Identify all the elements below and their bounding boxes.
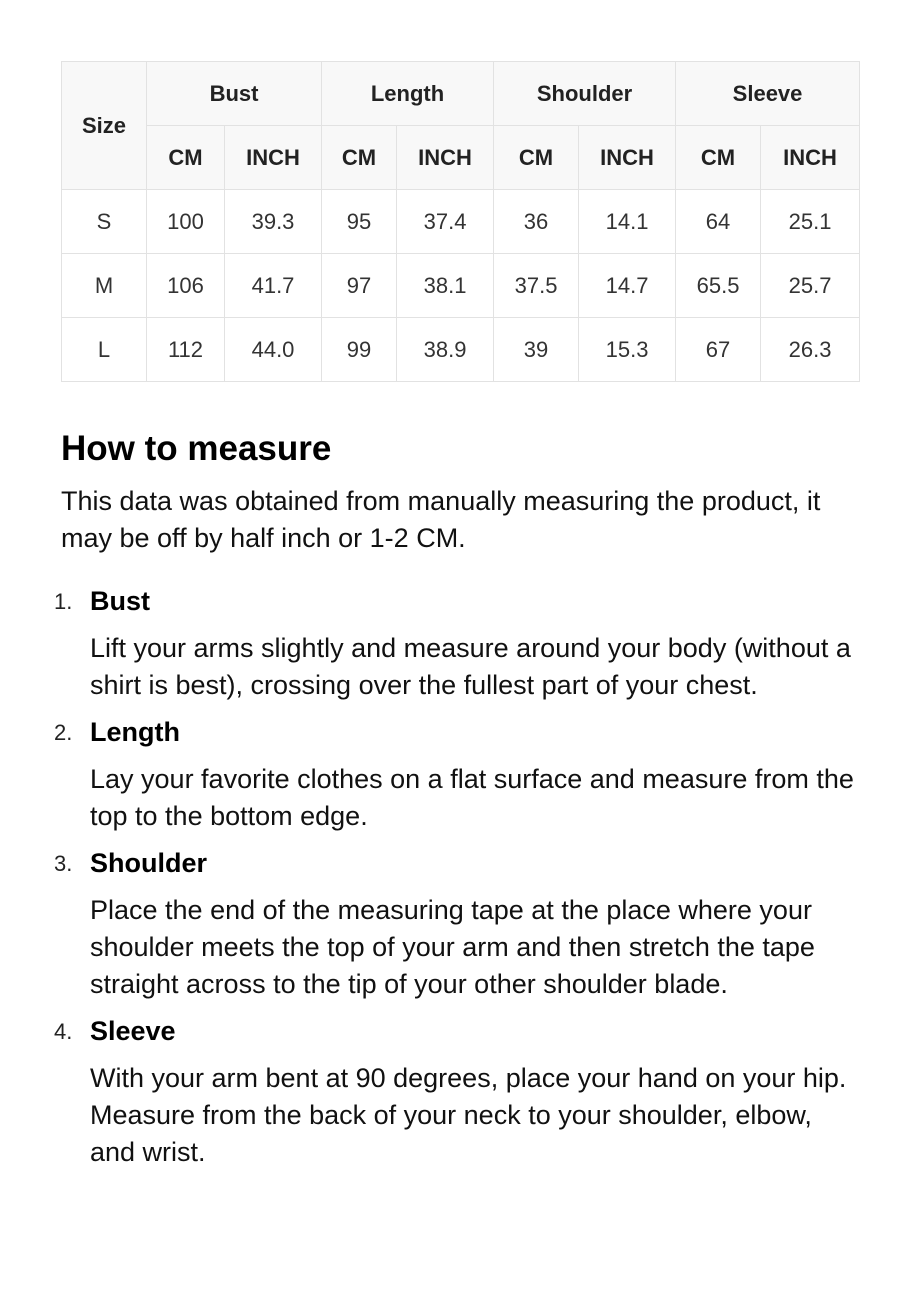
table-cell: 37.4 <box>397 190 494 254</box>
table-cell: 95 <box>322 190 397 254</box>
size-cell: S <box>62 190 147 254</box>
step-desc-length: Lay your favorite clothes on a flat surface and measure from the top to the bottom edge. <box>90 764 854 831</box>
size-header: Size <box>62 62 147 190</box>
step-title-length: Length <box>90 717 180 747</box>
group-header-sleeve: Sleeve <box>676 62 860 126</box>
table-cell: 26.3 <box>761 318 860 382</box>
size-cell: M <box>62 254 147 318</box>
how-to-measure-intro: This data was obtained from manually measuring the product, it may be off by half inch or 1-2 CM. <box>61 486 821 553</box>
table-cell: 38.9 <box>397 318 494 382</box>
size-guide <box>54 61 859 1183</box>
table-row <box>62 190 860 254</box>
unit-header: CM <box>322 126 397 190</box>
size-cell: L <box>62 318 147 382</box>
measure-steps-list <box>54 585 859 1171</box>
list-item <box>54 1015 859 1171</box>
table-cell: 37.5 <box>494 254 579 318</box>
group-header-shoulder: Shoulder <box>494 62 676 126</box>
unit-header: INCH <box>397 126 494 190</box>
unit-header: CM <box>494 126 579 190</box>
step-number: 1. <box>54 589 73 614</box>
table-cell: 44.0 <box>225 318 322 382</box>
table-cell: 38.1 <box>397 254 494 318</box>
step-number: 2. <box>54 720 73 745</box>
table-cell: 15.3 <box>579 318 676 382</box>
table-cell: 14.7 <box>579 254 676 318</box>
unit-header: CM <box>676 126 761 190</box>
group-header-bust: Bust <box>147 62 322 126</box>
size-chart-table <box>61 61 860 382</box>
list-item <box>54 585 859 704</box>
group-header-length: Length <box>322 62 494 126</box>
unit-header: INCH <box>225 126 322 190</box>
unit-header: INCH <box>579 126 676 190</box>
unit-header: CM <box>147 126 225 190</box>
table-cell: 99 <box>322 318 397 382</box>
step-number: 4. <box>54 1019 73 1044</box>
table-cell: 25.1 <box>761 190 860 254</box>
table-cell: 41.7 <box>225 254 322 318</box>
table-cell: 64 <box>676 190 761 254</box>
table-cell: 100 <box>147 190 225 254</box>
table-row <box>62 318 860 382</box>
table-header-row-groups <box>62 62 860 126</box>
step-desc-shoulder: Place the end of the measuring tape at the place where your shoulder meets the top of your arm and then stretch the tape straight across to the tip of your other shoulder blade. <box>90 895 815 999</box>
unit-header: INCH <box>761 126 860 190</box>
step-desc-bust: Lift your arms slightly and measure around your body (without a shirt is best), crossing over the fullest part of your chest. <box>90 633 851 700</box>
how-to-measure-title: How to measure <box>61 429 332 468</box>
table-cell: 67 <box>676 318 761 382</box>
list-item <box>54 716 859 835</box>
step-number: 3. <box>54 851 73 876</box>
step-title-bust: Bust <box>90 586 150 616</box>
step-title-shoulder: Shoulder <box>90 848 208 878</box>
table-cell: 14.1 <box>579 190 676 254</box>
table-cell: 97 <box>322 254 397 318</box>
table-cell: 112 <box>147 318 225 382</box>
list-item <box>54 847 859 1003</box>
table-cell: 106 <box>147 254 225 318</box>
table-row <box>62 254 860 318</box>
table-cell: 39 <box>494 318 579 382</box>
table-cell: 36 <box>494 190 579 254</box>
table-cell: 65.5 <box>676 254 761 318</box>
table-cell: 25.7 <box>761 254 860 318</box>
table-cell: 39.3 <box>225 190 322 254</box>
step-desc-sleeve: With your arm bent at 90 degrees, place your hand on your hip. Measure from the back of your neck to your shoulder, elbow, and wrist. <box>90 1063 847 1167</box>
step-title-sleeve: Sleeve <box>90 1016 176 1046</box>
table-header-row-units <box>62 126 860 190</box>
